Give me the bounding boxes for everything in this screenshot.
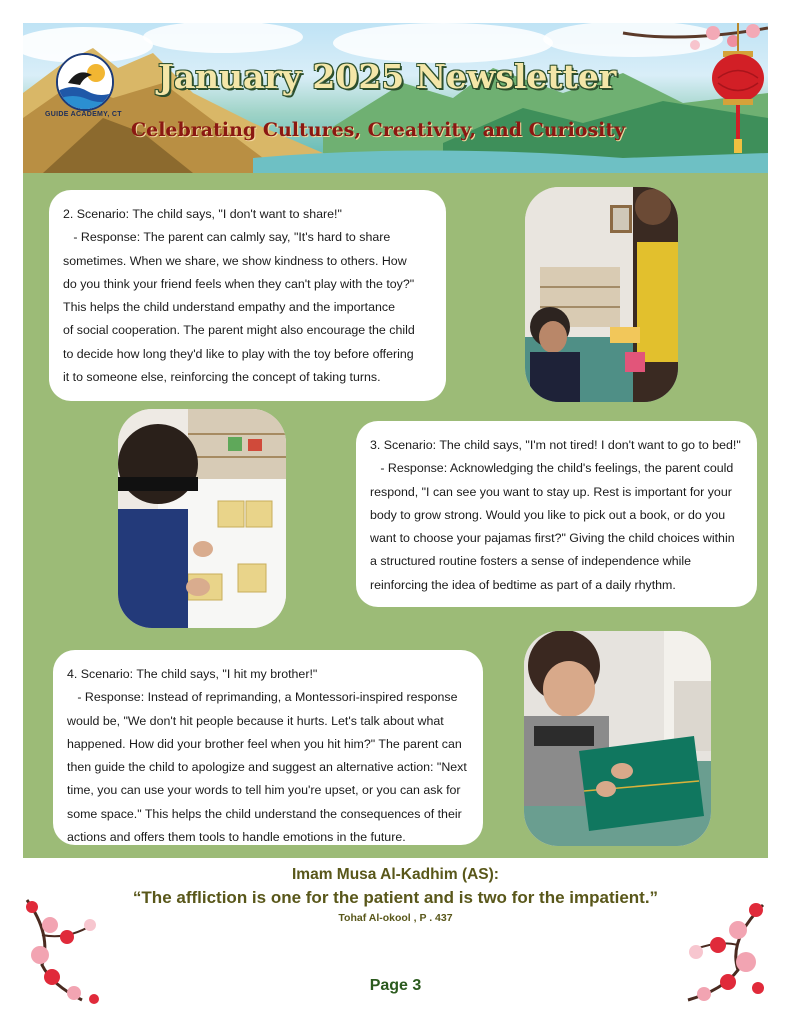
scenario-card-3	[356, 421, 757, 607]
newsletter-subtitle: Celebrating Cultures, Creativity, and Curiosity	[131, 119, 626, 141]
photo-illustration	[118, 409, 286, 628]
text-line: sometimes. When we share, we show kindness to others. How	[63, 253, 407, 268]
text-line: - Response: The parent can calmly say, "It's hard to share	[63, 230, 391, 245]
text-line: 3. Scenario: The child says, "I'm not tired! I don't want to go to bed!"	[370, 438, 741, 452]
text-line: time, you can use your words to tell him you're upset, or you can ask for	[67, 783, 461, 798]
text-line: reinforcing the idea of bedtime as part of a daily rhythm.	[370, 577, 676, 592]
text-line: some space." This helps the child understand the consequences of their	[67, 806, 462, 821]
header-banner	[23, 23, 768, 173]
school-logo	[56, 53, 114, 111]
photo-illustration	[525, 187, 678, 402]
text-line: it to someone else, reinforcing the concept of taking turns.	[63, 370, 381, 385]
scenario-card-4	[53, 650, 483, 845]
text-line: to decide how long they'd like to play with the toy before offering	[63, 346, 414, 361]
text-line: would be, "We don't hit people because it hurts. Let's talk about what	[67, 713, 444, 728]
photo-illustration	[524, 631, 711, 846]
text-line: happened. How did your brother feel when you hit him?" The parent can	[67, 736, 462, 751]
classroom-photo-sharing	[525, 187, 678, 402]
page-number: Page 3	[369, 977, 422, 994]
text-line: - Response: Instead of reprimanding, a Montessori-inspired response	[67, 690, 458, 705]
text-line: actions and offers them tools to handle emotions in the future.	[67, 830, 406, 845]
text-line: want to choose your pajamas first?" Giving the child choices within	[370, 531, 735, 546]
text-line: respond, "I can see you want to stay up. Rest is important for your	[370, 484, 732, 499]
text-line: then guide the child to apologize and suggest an alternative action: "Next	[67, 760, 467, 775]
text-line: This helps the child understand empathy and the importance	[63, 300, 395, 315]
text-line: do you think your friend feels when they can't play with the toy?"	[63, 276, 415, 291]
newsletter-title: January 2025 Newsletter	[158, 57, 617, 96]
text-line: of social cooperation. The parent might also encourage the child	[63, 323, 415, 338]
quote-source: Tohaf Al-okool , P . 437	[338, 912, 453, 924]
landscape-illustration	[23, 23, 768, 173]
classroom-photo-work	[118, 409, 286, 628]
text-line: 4. Scenario: The child says, "I hit my brother!"	[67, 667, 318, 681]
logo-caption: GUIDE ACADEMY, CT	[45, 111, 122, 118]
quote-author: Imam Musa Al-Kadhim (AS):	[292, 866, 499, 883]
text-line: - Response: Acknowledging the child's feelings, the parent could	[370, 461, 734, 476]
quote-text: “The affliction is one for the patient and is two for the impatient.”	[132, 888, 659, 907]
text-line: a structured routine fosters a sense of independence while	[370, 554, 691, 569]
text-line: body to grow strong. Would you like to pick out a book, or do you	[370, 507, 726, 522]
text-line: 2. Scenario: The child says, "I don't want to share!"	[63, 207, 342, 221]
classroom-photo-folding	[524, 631, 711, 846]
scenario-card-2	[49, 190, 446, 401]
